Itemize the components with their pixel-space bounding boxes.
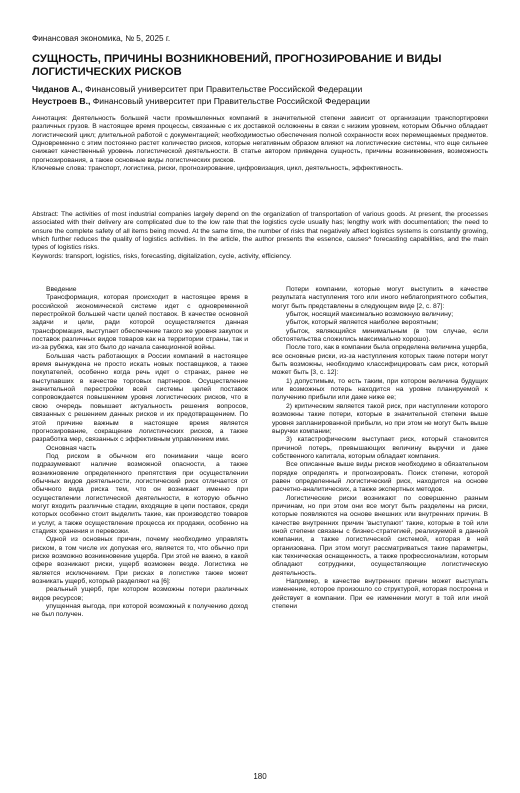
abstract-ru-text: Аннотация: Деятельность большей части промышленных компаний в значительной степени зависит от организации транспортировки различных грузов. В настоящее время процессы, связанные с их доставкой осложнены в связи с низким уровнем, которым Обычно обладает логистический цикл; длительной работой с документацией; необходимостью обеспечения полной сохранности всех перемещаемых предметов. Одновременно с этим постоянно растет количество рисков, которые негативным образом влияют на логистические системы, что еще сильнее снижает качественный уровень логистической деятельности. В статье автором приведена сущность, причины возникновения, возможность прогнозирования, а также основные виды логистических рисков. — [32, 115, 488, 164]
author-name: Неустроев В., — [32, 95, 91, 106]
paragraph: убыток, носящий максимально возможную величину; — [286, 311, 454, 319]
author-affiliation: Финансовый университет при Правительстве Российской Федерации — [90, 95, 370, 106]
paragraph: Одной из основных причин, почему необходимо управлять риском, в том числе их допуская его, является то, что обычно при риске возможно возникновение ущерба. При этой не важно, в какой сфере возникают риски, ущерб возможен везде. Логистика не является исключением. При рисках в логистике также может возникать ущерб, который разделяют на [6]: — [32, 536, 248, 586]
author-name: Чиданов А., — [32, 84, 83, 94]
left-column — [32, 286, 248, 620]
authors-block — [32, 84, 502, 107]
author-line — [32, 84, 502, 96]
paragraph: Большая часть работающих в России компаний в настоящее время вынуждена не просто искать новых поставщиков, а также покупателей, особенно когда речь идет о странах, ранее не выступавших в качестве торговых партнеров. Осуществление значительной перестройки всей системы целей поставок сопровождается повышением уровня логистических рисков, что в свою очередь повышает актуальность решения вопросов, связанных с решением данных рисков и их предотвращением. По этой причине важным в настоящее время является прогнозирование, сокращение логистических рисков, а также разработка мер, связанных с эффективным управлением ими. — [32, 352, 248, 444]
abstract-en — [32, 211, 488, 261]
right-column — [272, 286, 488, 611]
section-heading: Основная часть — [46, 444, 96, 452]
author-line — [32, 96, 502, 108]
paragraph: После того, как в компании была определена величина ущерба, все основные риски, из-за наступления которых такие потери могут быть возможны, необходимо классифицировать сам риск, который может быть [3, с. 12]: — [272, 344, 488, 377]
article-title: СУЩНОСТЬ, ПРИЧИНЫ ВОЗНИКНОВЕНИЙ, ПРОГНОЗИРОВАНИЕ И ВИДЫ ЛОГИСТИЧЕСКИХ РИСКОВ — [32, 53, 442, 78]
abstract-en-text: Abstract: The activities of most industrial companies largely depend on the organization of transportation of various goods. At present, the processes associated with their delivery are complicated due to the low rate that the logistics cycle usually has; lengthy work with documentation; the need to ensure the complete safety of all items being moved. At the same time, the number of risks that negatively affect logistics systems is constantly growing, which further reduces the quality of logistics activities. In the article, the author presents the essence, causes^ forecasting capabilities, and the main types of logistics risks. — [32, 211, 488, 252]
keywords-en: Keywords: transport, logistics, risks, forecasting, digitalization, cycle, activity, efficiency. — [32, 252, 292, 260]
author-affiliation: Финансовый университет при Правительстве Российской Федерации — [82, 84, 363, 94]
paragraph: Например, в качестве внутренних причин может выступать изменение, которое произошло со структурой, которая построена и действует в компании. При ее изменении могут в той или иной степени — [272, 578, 488, 611]
page-number: 180 — [253, 772, 267, 781]
paragraph: упущенная выгода, при которой возможный к получению доход не был получен. — [32, 603, 248, 619]
paragraph: 3) катастрофическим выступает риск, который становится причиной потерь, превышающих величину выручки и даже собственного капитала, которым обладает компания. — [272, 436, 488, 460]
keywords-ru: Ключевые слова: транспорт, логистика, риски, прогнозирование, цифровизация, цикл, деятельность, эффективность. — [32, 165, 403, 173]
paragraph: Трансформация, которая происходит в настоящее время в российской экономической системе идет с одновременной перестройкой большей части целей поставок. В качестве основной задачи и цели, ради которой осуществляется данная трансформация, выступает обеспечение такого же уровня закупок и поставок различных видов товаров как на территории страны, так и из-за рубежа, как это было до начала санкционной войны. — [32, 294, 248, 352]
paragraph: Потери компании, которые могут выступить в качестве результата наступления того или иного неблагоприятного события, могут быть представлены в следующем виде [2, с. 87]: — [272, 286, 488, 310]
paragraph: Логистические риски возникают по совершенно разным причинам, но при этом они все могут быть разделены на риски, которые появляются на основе внешних или внутренних причин. В качестве внутренних причин 'выступают' такие, которые в той или иной степени связаны с бизнес-стратегией, реализуемой в данной компании, а также логистической системой, которая в ней организована. При этом могут рассматриваться такие параметры, как техническая оснащенность, а также профессионализм, которым обладают сотрудники, осуществляющие логистическую деятельность. — [272, 494, 488, 577]
paragraph: убыток, являющийся минимальным (в том случае, если обстоятельства сложились максимально хорошо). — [272, 327, 488, 344]
paragraph: 1) допустимым, то есть таким, при котором величина будущих или возможных потерь находится на уровне планируемой к получению прибыли или даже ниже ее; — [272, 377, 488, 402]
section-heading: Введение — [46, 286, 77, 293]
abstract-ru — [32, 115, 488, 173]
paragraph: Под риском в обычном его понимании чаще всего подразумевают наличие возможной опасности, а также возникновение определенного препятствия при осуществлении обычных видов деятельности, логистический риск отличается от обычного вида риска тем, что он возникает именно при осуществлении логистической деятельности, в которую обычно могут входить различные стадии, входящие в цепи поставок, среди которых особенно стоит выделить такие, как производство товаров и услуг, а также осуществление процесса их продажи, особенно на стадиях хранения и перевозки. — [32, 452, 248, 535]
paragraph: Все описанные выше виды рисков необходимо в обязательном порядке определять и прогнозировать. Поиск степени, которой равен определенный логистический риск, находится на основе расчетно-аналитических, а также экспертных методов. — [272, 461, 488, 494]
paragraph: убыток, который является наиболее вероятным; — [286, 319, 439, 327]
paragraph: 2) критическим является такой риск, при наступлении которого возможны такие потери, которые в значительной степени выше уровня запланированной прибыли, но при этом не могут быть выше выручки компании; — [272, 402, 488, 435]
paragraph: реальный ущерб, при котором возможны потери различных видов ресурсов; — [32, 586, 248, 602]
journal-header: Финансовая экономика, № 5, 2025 г. — [32, 34, 171, 43]
